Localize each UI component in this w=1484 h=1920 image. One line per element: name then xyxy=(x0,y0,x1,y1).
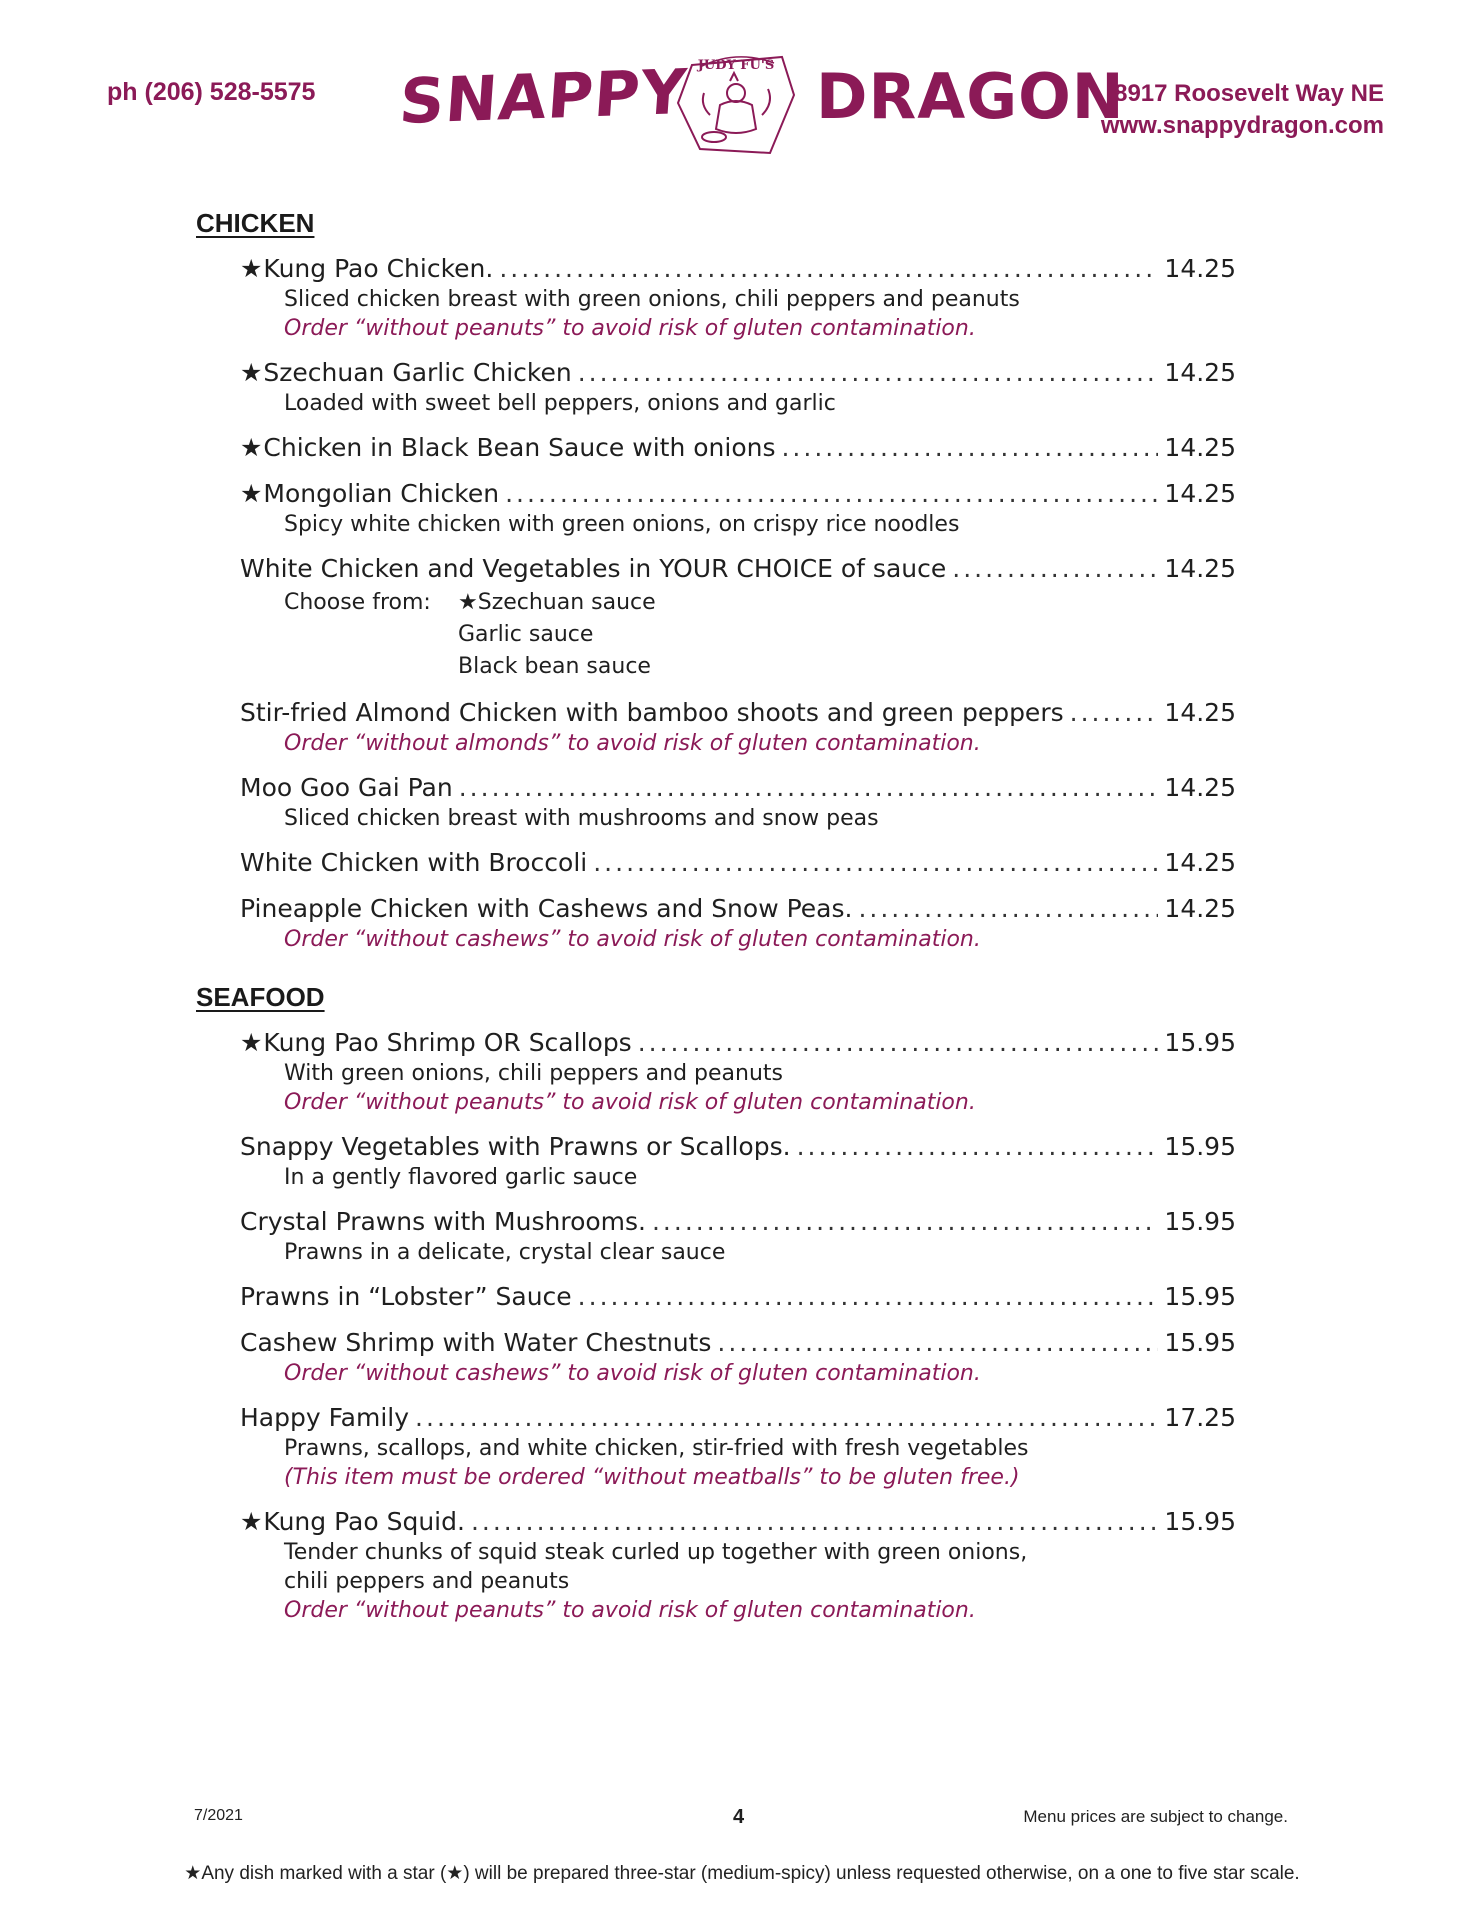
menu-item-line xyxy=(240,1402,1236,1434)
menu-item[interactable] xyxy=(240,772,1236,833)
gluten-note: Order “without peanuts” to avoid risk of gluten contamination. xyxy=(284,316,976,341)
menu-item-price: 14.25 xyxy=(1164,479,1236,508)
dish-name: Kung Pao Squid. xyxy=(263,1507,465,1536)
sauce-choices xyxy=(284,587,1236,683)
page-number: 4 xyxy=(733,1806,745,1828)
menu-item-name xyxy=(240,1402,409,1434)
menu-item-price: 15.95 xyxy=(1164,1132,1236,1161)
dot-leader xyxy=(578,357,1159,389)
dish-name: Moo Goo Gai Pan xyxy=(240,773,453,802)
dish-name: Snappy Vegetables with Prawns or Scallops. xyxy=(240,1132,791,1161)
menu-item-name xyxy=(240,253,493,285)
menu-item-line xyxy=(240,357,1236,389)
menu-item[interactable] xyxy=(240,1027,1236,1117)
dish-name: Stir-fried Almond Chicken with bamboo shoots and green peppers xyxy=(240,698,1064,727)
menu-item-price: 14.25 xyxy=(1164,773,1236,802)
gluten-note: (This item must be ordered “without meatballs” to be gluten free.) xyxy=(284,1465,1020,1490)
dish-name: Happy Family xyxy=(240,1403,410,1432)
menu-content xyxy=(196,208,1236,1639)
section-chicken xyxy=(196,208,1236,954)
menu-item[interactable] xyxy=(240,357,1236,418)
menu-item-line xyxy=(240,772,1236,804)
menu-item-price: 17.25 xyxy=(1164,1403,1236,1432)
menu-item-price: 14.25 xyxy=(1164,698,1236,727)
dish-name: Mongolian Chicken xyxy=(263,479,500,508)
menu-item[interactable] xyxy=(240,1506,1236,1625)
menu-item[interactable] xyxy=(240,1402,1236,1492)
menu-item[interactable] xyxy=(240,1327,1236,1388)
dot-leader xyxy=(652,1206,1158,1238)
menu-item-description: Spicy white chicken with green onions, on crispy rice noodles xyxy=(284,512,960,537)
menu-item-line xyxy=(240,893,1236,925)
menu-item-price: 15.95 xyxy=(1164,1028,1236,1057)
menu-item-description: Tender chunks of squid steak curled up together with green onions, xyxy=(284,1540,1028,1565)
dot-leader xyxy=(797,1131,1159,1163)
menu-item-name xyxy=(240,1206,646,1238)
menu-item-price: 15.95 xyxy=(1164,1507,1236,1536)
menu-item-name xyxy=(240,1281,572,1313)
menu-item[interactable] xyxy=(240,432,1236,464)
menu-item-price: 15.95 xyxy=(1164,1207,1236,1236)
menu-item-name xyxy=(240,357,572,389)
dish-name: Kung Pao Chicken. xyxy=(263,254,494,283)
menu-item[interactable] xyxy=(240,893,1236,954)
menu-item-description: Sliced chicken breast with green onions, chili peppers and peanuts xyxy=(284,287,1020,312)
menu-item-name xyxy=(240,1131,791,1163)
menu-item-line xyxy=(240,553,1236,585)
section-title: CHICKEN xyxy=(196,208,315,238)
gluten-note: Order “without peanuts” to avoid risk of gluten contamination. xyxy=(284,1090,976,1115)
dish-name: Crystal Prawns with Mushrooms. xyxy=(240,1207,646,1236)
gluten-note: Order “without cashews” to avoid risk of gluten contamination. xyxy=(284,927,981,952)
menu-item-description: Sliced chicken breast with mushrooms and snow peas xyxy=(284,806,879,831)
spicy-star-icon: ★ xyxy=(240,433,263,462)
menu-item-line xyxy=(240,478,1236,510)
page-header xyxy=(0,0,1484,160)
section-seafood xyxy=(196,982,1236,1625)
dot-leader xyxy=(952,553,1158,585)
dot-leader xyxy=(505,478,1158,510)
menu-item-price: 14.25 xyxy=(1164,554,1236,583)
menu-item-line xyxy=(240,1281,1236,1313)
menu-item-line xyxy=(240,1327,1236,1359)
dish-name: Szechuan Garlic Chicken xyxy=(263,358,572,387)
menu-item-name xyxy=(240,772,453,804)
menu-item-price: 14.25 xyxy=(1164,433,1236,462)
footer-date: 7/2021 xyxy=(194,1807,243,1824)
menu-item-name xyxy=(240,1506,465,1538)
menu-item-name xyxy=(240,893,852,925)
menu-item-name xyxy=(240,478,499,510)
dot-leader xyxy=(578,1281,1159,1313)
menu-item[interactable] xyxy=(240,697,1236,758)
menu-item-price: 14.25 xyxy=(1164,894,1236,923)
menu-item-description: Prawns, scallops, and white chicken, stir-fried with fresh vegetables xyxy=(284,1436,1029,1461)
sauce-option: Garlic sauce xyxy=(458,622,594,647)
menu-item-line xyxy=(240,1131,1236,1163)
section-title: SEAFOOD xyxy=(196,982,325,1012)
menu-item-name xyxy=(240,847,587,879)
street-address: 8917 Roosevelt Way NE xyxy=(1114,80,1384,107)
menu-item-description: Loaded with sweet bell peppers, onions and garlic xyxy=(284,391,836,416)
dot-leader xyxy=(459,772,1159,804)
menu-item-line xyxy=(240,697,1236,729)
menu-item-line xyxy=(240,1206,1236,1238)
menu-item-name xyxy=(240,697,1064,729)
dish-name: Chicken in Black Bean Sauce with onions xyxy=(263,433,776,462)
dish-name: White Chicken with Broccoli xyxy=(240,848,588,877)
dot-leader xyxy=(1070,697,1159,729)
spicy-star-icon: ★ xyxy=(240,254,263,283)
spicy-star-icon: ★ xyxy=(240,1028,263,1057)
seafood-items xyxy=(196,1027,1236,1625)
spicy-star-icon: ★ xyxy=(240,479,263,508)
website-link[interactable]: www.snappydragon.com xyxy=(1100,112,1384,139)
menu-item-price: 14.25 xyxy=(1164,358,1236,387)
dish-name: Kung Pao Shrimp OR Scallops xyxy=(263,1028,632,1057)
dot-leader xyxy=(717,1327,1158,1359)
choose-label: Choose from: xyxy=(284,590,431,615)
menu-item[interactable] xyxy=(240,1131,1236,1192)
spicy-star-icon: ★ xyxy=(240,1507,263,1536)
menu-item-description: Prawns in a delicate, crystal clear sauce xyxy=(284,1240,726,1265)
phone-number[interactable]: ph (206) 528-5575 xyxy=(107,78,316,106)
menu-item[interactable] xyxy=(240,847,1236,879)
address-block xyxy=(1101,78,1384,142)
gluten-note: Order “without peanuts” to avoid risk of gluten contamination. xyxy=(284,1598,976,1623)
sauce-option: ★Szechuan sauce xyxy=(458,590,656,615)
menu-item[interactable] xyxy=(240,1281,1236,1313)
menu-item[interactable] xyxy=(240,553,1236,683)
menu-item-price: 14.25 xyxy=(1164,848,1236,877)
gluten-note: Order “without cashews” to avoid risk of gluten contamination. xyxy=(284,1361,981,1386)
brand-dragon: DRAGON xyxy=(816,60,1125,133)
brand-snappy: SNAPPY xyxy=(397,55,690,138)
dot-leader xyxy=(781,432,1158,464)
menu-item[interactable] xyxy=(240,1206,1236,1267)
gluten-note: Order “without almonds” to avoid risk of gluten contamination. xyxy=(284,731,981,756)
dish-name: White Chicken and Vegetables in YOUR CHOICE of sauce xyxy=(240,554,947,583)
logo-text: JUDY FU'S xyxy=(697,58,775,73)
menu-item-price: 14.25 xyxy=(1164,254,1236,283)
sauce-option: Black bean sauce xyxy=(458,654,651,679)
dot-leader xyxy=(593,847,1158,879)
menu-item-line xyxy=(240,432,1236,464)
dot-leader xyxy=(858,893,1158,925)
menu-item-description: chili peppers and peanuts xyxy=(284,1569,570,1594)
dish-name: Pineapple Chicken with Cashews and Snow Peas. xyxy=(240,894,853,923)
menu-item-name xyxy=(240,553,946,585)
menu-item-name xyxy=(240,1027,632,1059)
menu-item-price: 15.95 xyxy=(1164,1328,1236,1357)
dot-leader xyxy=(471,1506,1158,1538)
menu-item-price: 15.95 xyxy=(1164,1282,1236,1311)
menu-item-description: With green onions, chili peppers and peanuts xyxy=(284,1061,784,1086)
dish-name: Prawns in “Lobster” Sauce xyxy=(240,1282,572,1311)
menu-item-line xyxy=(240,1027,1236,1059)
menu-item-name xyxy=(240,432,775,464)
dot-leader xyxy=(415,1402,1158,1434)
menu-item[interactable] xyxy=(240,478,1236,539)
menu-item-line xyxy=(240,847,1236,879)
menu-item-description: In a gently flavored garlic sauce xyxy=(284,1165,638,1190)
dot-leader xyxy=(499,253,1158,285)
price-disclaimer: Menu prices are subject to change. xyxy=(1023,1807,1288,1826)
dragon-logo-icon xyxy=(670,45,802,157)
dish-name: Cashew Shrimp with Water Chestnuts xyxy=(240,1328,712,1357)
spicy-star-icon: ★ xyxy=(240,358,263,387)
chicken-items xyxy=(196,253,1236,954)
menu-item-line xyxy=(240,253,1236,285)
dot-leader xyxy=(638,1027,1159,1059)
sauce-options xyxy=(458,587,656,683)
menu-item-line xyxy=(240,1506,1236,1538)
spice-legend: ★Any dish marked with a star (★) will be prepared three-star (medium-spicy) unless requested otherwise, on a one to five star scale. xyxy=(184,1863,1300,1884)
menu-item[interactable] xyxy=(240,253,1236,343)
menu-item-name xyxy=(240,1327,711,1359)
